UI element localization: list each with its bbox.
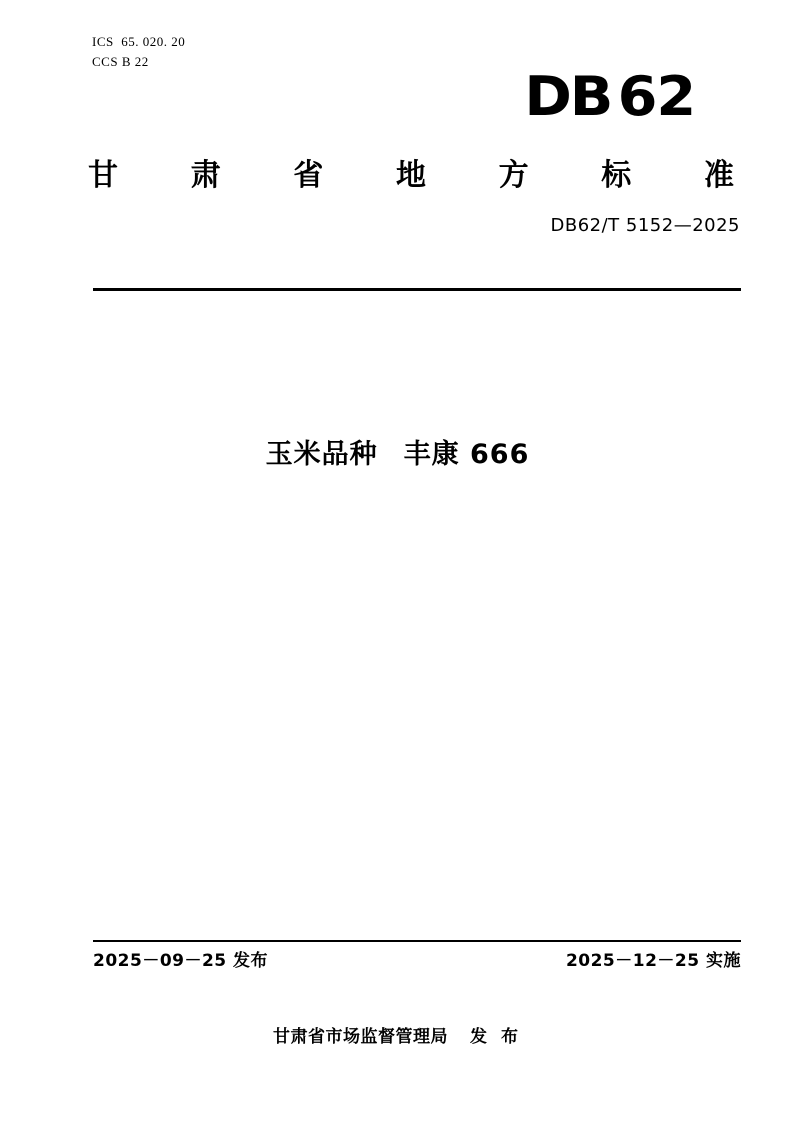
footer-divider	[93, 940, 741, 942]
ccs-code: CCS B 22	[92, 54, 149, 69]
effective-date: 2025－12－25 实施	[565, 951, 741, 971]
ics-code: ICS 65. 020. 20	[92, 34, 186, 49]
series-title-char-2: 省	[293, 158, 324, 193]
series-title-char-5: 标	[601, 158, 632, 193]
issue-date: 2025－09－25 发布	[93, 951, 269, 971]
series-title-char-0: 甘	[88, 158, 118, 193]
series-title-char-1: 肃	[190, 158, 221, 193]
standard-number: DB62/T 5152—2025	[550, 215, 740, 236]
footer-dates	[93, 946, 741, 971]
publisher-line	[0, 1022, 795, 1047]
classification-codes	[92, 32, 185, 72]
header-divider	[93, 288, 741, 291]
document-title-variety: 丰康 666	[403, 439, 530, 470]
series-title-char-3: 地	[395, 158, 426, 193]
standard-series-title	[88, 150, 744, 194]
document-title	[0, 432, 795, 471]
series-title-char-6: 准	[703, 158, 734, 193]
db62-logo-number: 62	[617, 65, 695, 128]
series-title-char-4: 方	[498, 158, 529, 193]
db62-logo-prefix: DB	[524, 65, 612, 128]
publisher-name: 甘肃省市场监督管理局	[273, 1027, 449, 1047]
db62-logo	[524, 65, 695, 128]
publish-word: 发 布	[470, 1027, 522, 1047]
document-title-main: 玉米品种	[265, 439, 378, 470]
